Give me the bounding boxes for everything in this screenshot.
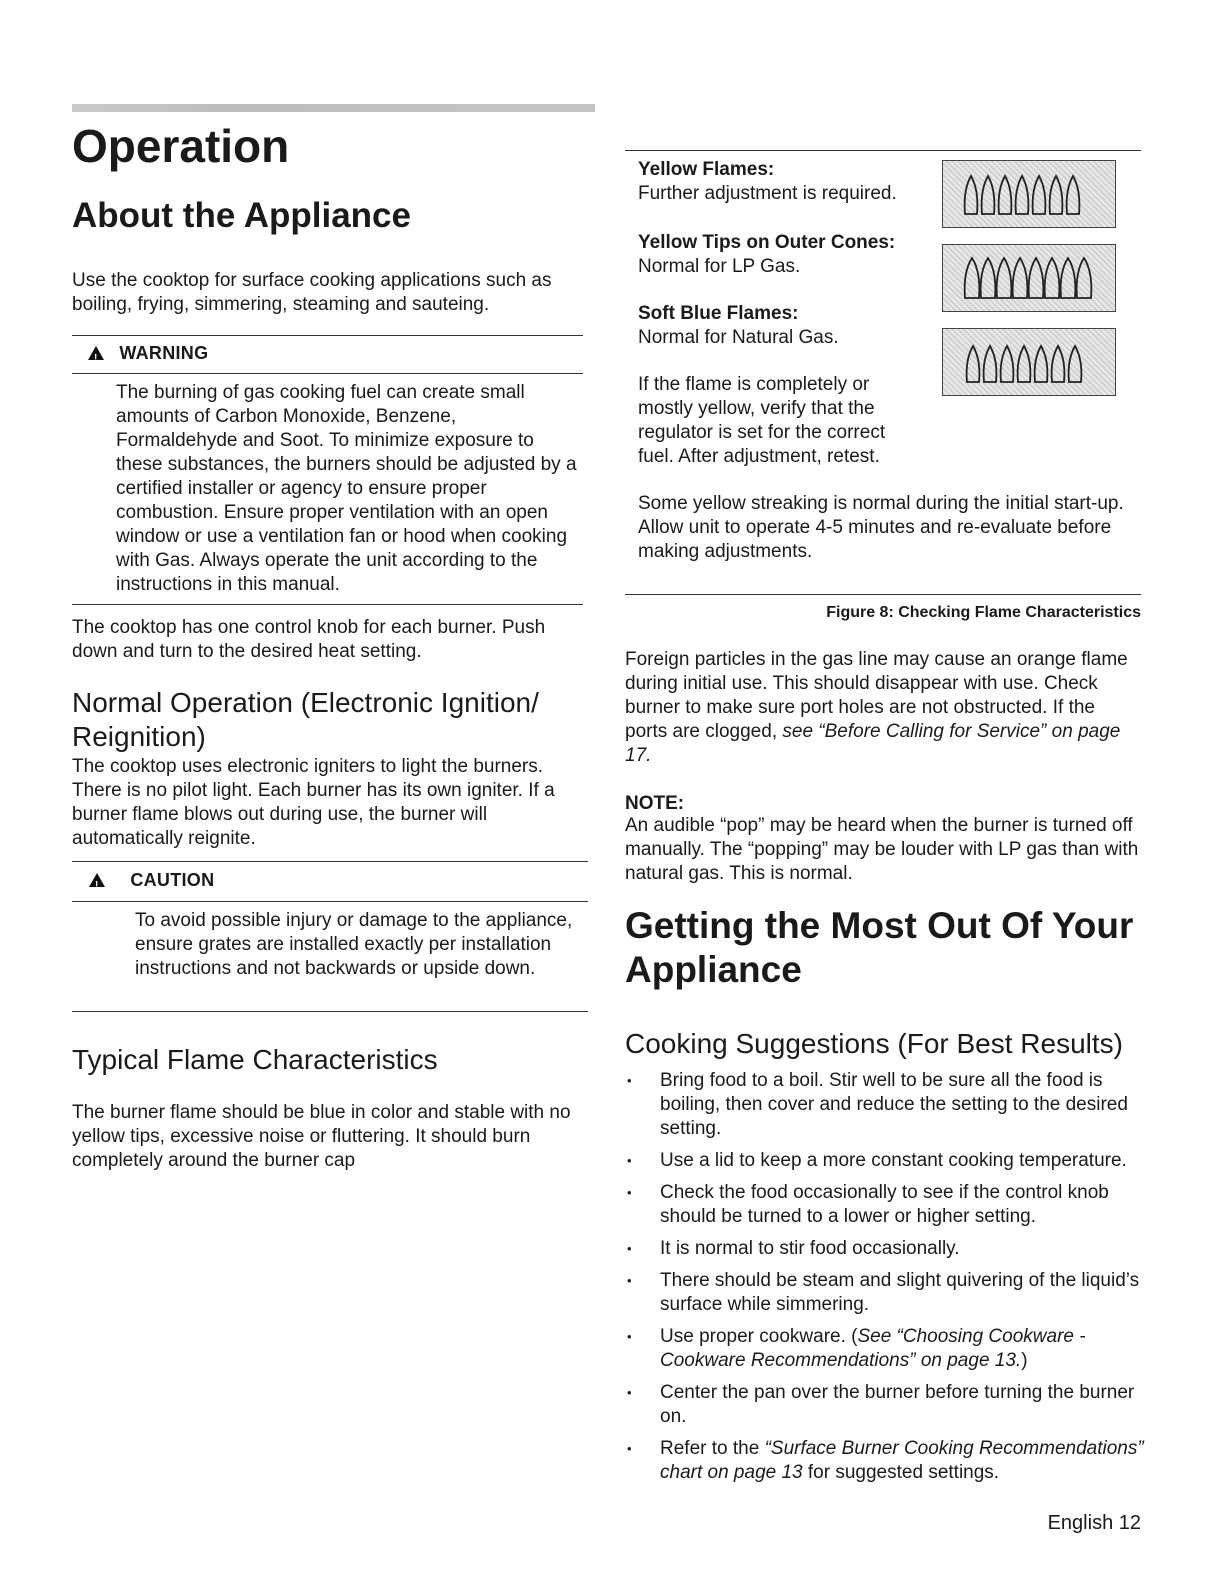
flame-row-icon: [961, 254, 1099, 302]
caution-text: To avoid possible injury or damage to the appliance, ensure grates are installed exactly per installation instructions and not backwards or upside down.: [135, 910, 573, 979]
cookware-reference-link[interactable]: See “Choosing Cookware - Cookware Recommendations” on page 13.: [660, 1326, 1086, 1371]
flame-blue-label: Soft Blue Flames:: [638, 303, 799, 324]
figure-caption: Figure 8: Checking Flame Characteristics: [826, 604, 1141, 621]
warning-mid-rule: [72, 373, 583, 374]
caution-mid-rule: [72, 901, 588, 902]
list-item: • It is normal to stir food occasionally.: [625, 1237, 1145, 1261]
normal-operation-title: Normal Operation (Electronic Ignition/ Reignition): [72, 687, 539, 752]
list-item: [625, 1437, 1145, 1485]
caution-bottom-rule: [72, 1011, 588, 1012]
flame-yellow-tips-entry: [638, 231, 938, 279]
figure-top-rule: [625, 150, 1141, 151]
page-title: Operation: [72, 120, 290, 172]
yellow-tips-flame-image: [942, 244, 1116, 312]
list-item: • Bring food to a boil. Stir well to be sure all the food is boiling, then cover and reduce the setting to the desired setting.: [625, 1069, 1145, 1141]
cooking-suggestions-title: Cooking Suggestions (For Best Results): [625, 1028, 1123, 1059]
list-item-text: for suggested settings.: [802, 1462, 1000, 1483]
service-reference-link[interactable]: see “Before Calling for Service” on page 17.: [625, 721, 1121, 766]
list-item: • Use a lid to keep a more constant cooking temperature.: [625, 1149, 1145, 1173]
flame-blue-entry: [638, 302, 938, 350]
blue-flame-image: [942, 328, 1116, 396]
streaking-text: Some yellow streaking is normal during the initial start-up. Allow unit to operate 4-5 minutes and re-evaluate before making adjustments.: [638, 493, 1124, 562]
list-item: • Check the food occasionally to see if the control knob should be turned to a lower or higher setting.: [625, 1181, 1145, 1229]
flame-row-icon: [961, 170, 1099, 218]
flame-blue-desc: Normal for Natural Gas.: [638, 327, 839, 348]
typical-flame-text: The burner flame should be blue in color and stable with no yellow tips, excessive noise or fluttering. It should burn completely around the burner cap: [72, 1102, 571, 1171]
warning-bottom-rule: [72, 604, 583, 605]
warning-icon: [88, 346, 104, 360]
caution-label-row: [89, 869, 214, 891]
section-header-bar: [72, 104, 595, 112]
page-footer: English 12: [1047, 1512, 1141, 1534]
note-label: NOTE:: [625, 793, 685, 814]
warning-label: WARNING: [119, 343, 209, 363]
figure-bottom-rule: [625, 594, 1141, 595]
warning-top-rule: [72, 335, 583, 336]
list-item-text: Use proper cookware. (: [660, 1326, 858, 1347]
list-item-text: ): [1021, 1350, 1028, 1371]
knob-text: The cooktop has one control knob for each burner. Push down and turn to the desired heat setting.: [72, 617, 546, 662]
foreign-particles-body: Foreign particles in the gas line may cause an orange flame during initial use. This should disappear with use. Check burner to make sure port holes are not obstructed. If the ports are clogged,: [625, 649, 1128, 742]
about-text: Use the cooktop for surface cooking applications such as boiling, frying, simmering, steaming and sauteing.: [72, 270, 552, 315]
flame-yellow-label: Yellow Flames:: [638, 159, 775, 180]
normal-operation-text: The cooktop uses electronic igniters to light the burners. There is no pilot light. Each burner has its own igniter. If a burner flame blows out during use, the burner will automatically reignite.: [72, 756, 555, 849]
foreign-particles-text: [625, 648, 1140, 768]
flame-row-icon: [961, 338, 1099, 386]
flame-yellow-tips-desc: Normal for LP Gas.: [638, 256, 801, 277]
list-item-text: Refer to the: [660, 1438, 765, 1459]
getting-most-title: Getting the Most Out Of Your Appliance: [625, 905, 1134, 990]
flame-yellow-advice-text: If the flame is completely or mostly yellow, verify that the regulator is set for the correct fuel. After adjustment, retest.: [638, 374, 886, 467]
warning-label-row: [88, 342, 208, 364]
burner-chart-reference-link[interactable]: “Surface Burner Cooking Recommendations” chart on page 13: [660, 1438, 1144, 1483]
section-title-about: About the Appliance: [72, 196, 411, 235]
list-item: • Center the pan over the burner before turning the burner on.: [625, 1381, 1145, 1429]
flame-yellow-advice: [638, 373, 898, 469]
warning-text: The burning of gas cooking fuel can create small amounts of Carbon Monoxide, Benzene, Formaldehyde and Soot. To minimize exposure to these substances, the burners should be adjusted by a certified installer or agency to ensure proper combustion. Ensure proper ventilation with an open window or use a ventilation fan or hood when cooking with Gas. Always operate the unit according to the instructions in this manual.: [116, 382, 577, 595]
flame-yellow-desc: Further adjustment is required.: [638, 183, 897, 204]
list-item: [625, 1325, 1145, 1373]
note-text: An audible “pop” may be heard when the burner is turned off manually. The “popping” may be louder with LP gas than with natural gas. This is normal.: [625, 815, 1139, 884]
list-item: • There should be steam and slight quivering of the liquid’s surface while simmering.: [625, 1269, 1145, 1317]
caution-top-rule: [72, 861, 588, 862]
caution-label: CAUTION: [130, 870, 215, 890]
yellow-flame-image: [942, 160, 1116, 228]
caution-icon: [89, 873, 105, 887]
flame-yellow-tips-label: Yellow Tips on Outer Cones:: [638, 232, 896, 253]
cooking-suggestions-list: [625, 1069, 1145, 1493]
flame-yellow-entry: [638, 158, 938, 206]
typical-flame-title: Typical Flame Characteristics: [72, 1044, 438, 1075]
